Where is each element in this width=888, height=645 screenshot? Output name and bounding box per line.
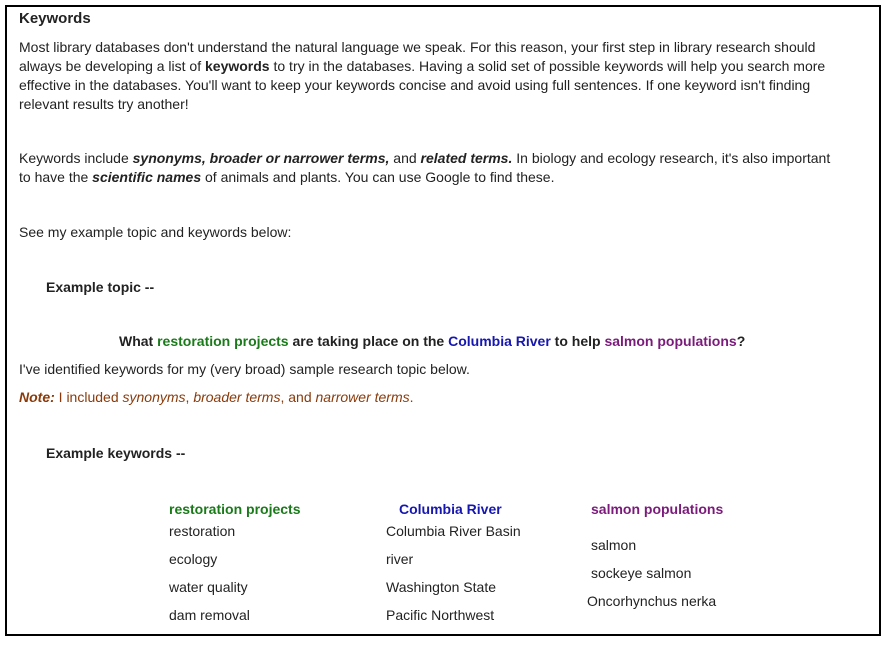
text-segment: and [389,150,421,166]
text-segment: ? [736,333,746,349]
keyword-restoration: restoration [169,523,236,539]
text-segment: I included [54,389,123,405]
intro-line-1: Most library databases don't understand the natural language we speak. For this reason, your first step in library research should [19,39,816,55]
note-line [19,389,414,405]
question-salmon: salmon populations [604,333,737,349]
research-question [119,333,745,349]
question-restoration: restoration projects [157,333,289,349]
column-heading-restoration: restoration projects [169,501,301,517]
text-segment: , [185,389,194,405]
note-label: Note: [19,389,55,405]
synonyms-term: synonyms, broader or narrower terms, [132,150,390,166]
column-heading-salmon: salmon populations [591,501,724,517]
related-terms-term: related terms. [420,150,513,166]
keywords-term: keywords [205,58,270,74]
text-segment: Keywords include [19,150,133,166]
question-columbia: Columbia River [448,333,551,349]
intro-line-2a: always be developing a list of [19,58,205,74]
keyword-river: river [386,551,414,567]
example-topic-heading: Example topic -- [46,279,155,295]
scientific-names-term: scientific names [92,169,202,185]
text-segment: narrower terms [315,389,410,405]
keyword-dam-removal: dam removal [169,607,250,623]
keyword-oncorhynchus-nerka: Oncorhynchus nerka [587,593,717,609]
text-segment: , and [280,389,316,405]
keyword-salmon: salmon [591,537,637,553]
keyword-water-quality: water quality [169,579,248,595]
text-segment: What [119,333,158,349]
example-keywords-heading: Example keywords -- [46,445,186,461]
keyword-ecology: ecology [169,551,218,567]
text-segment: synonyms [122,389,186,405]
keyword-sockeye-salmon: sockeye salmon [591,565,692,581]
text-segment: are taking place on the [288,333,449,349]
page-title: Keywords [19,10,91,27]
keyword-washington-state: Washington State [386,579,496,595]
column-heading-river: Columbia River [399,501,502,517]
intro-line-2c: to try in the databases. Having a solid set of possible keywords will help you search more [269,58,826,74]
text-segment: to help [550,333,605,349]
intro-line-4: relevant results try another! [19,96,189,112]
text-segment: In biology and ecology research, it's also important [512,150,831,166]
identified-text: I've identified keywords for my (very broad) sample research topic below. [19,361,470,377]
text-segment: to have the [19,169,93,185]
keyword-columbia-river-basin: Columbia River Basin [386,523,521,539]
keyword-pacific-northwest: Pacific Northwest [386,607,495,623]
keywords-include-paragraph [19,149,879,187]
intro-line-3: effective in the databases. You'll want to keep your keywords concise and avoid using full sentences. If one keyword isn't finding [19,77,811,93]
text-segment: broader terms [193,389,281,405]
intro-paragraph [19,38,879,114]
text-segment: of animals and plants. You can use Google to find these. [201,169,555,185]
example-intro: See my example topic and keywords below: [19,224,292,240]
text-segment: . [409,389,414,405]
